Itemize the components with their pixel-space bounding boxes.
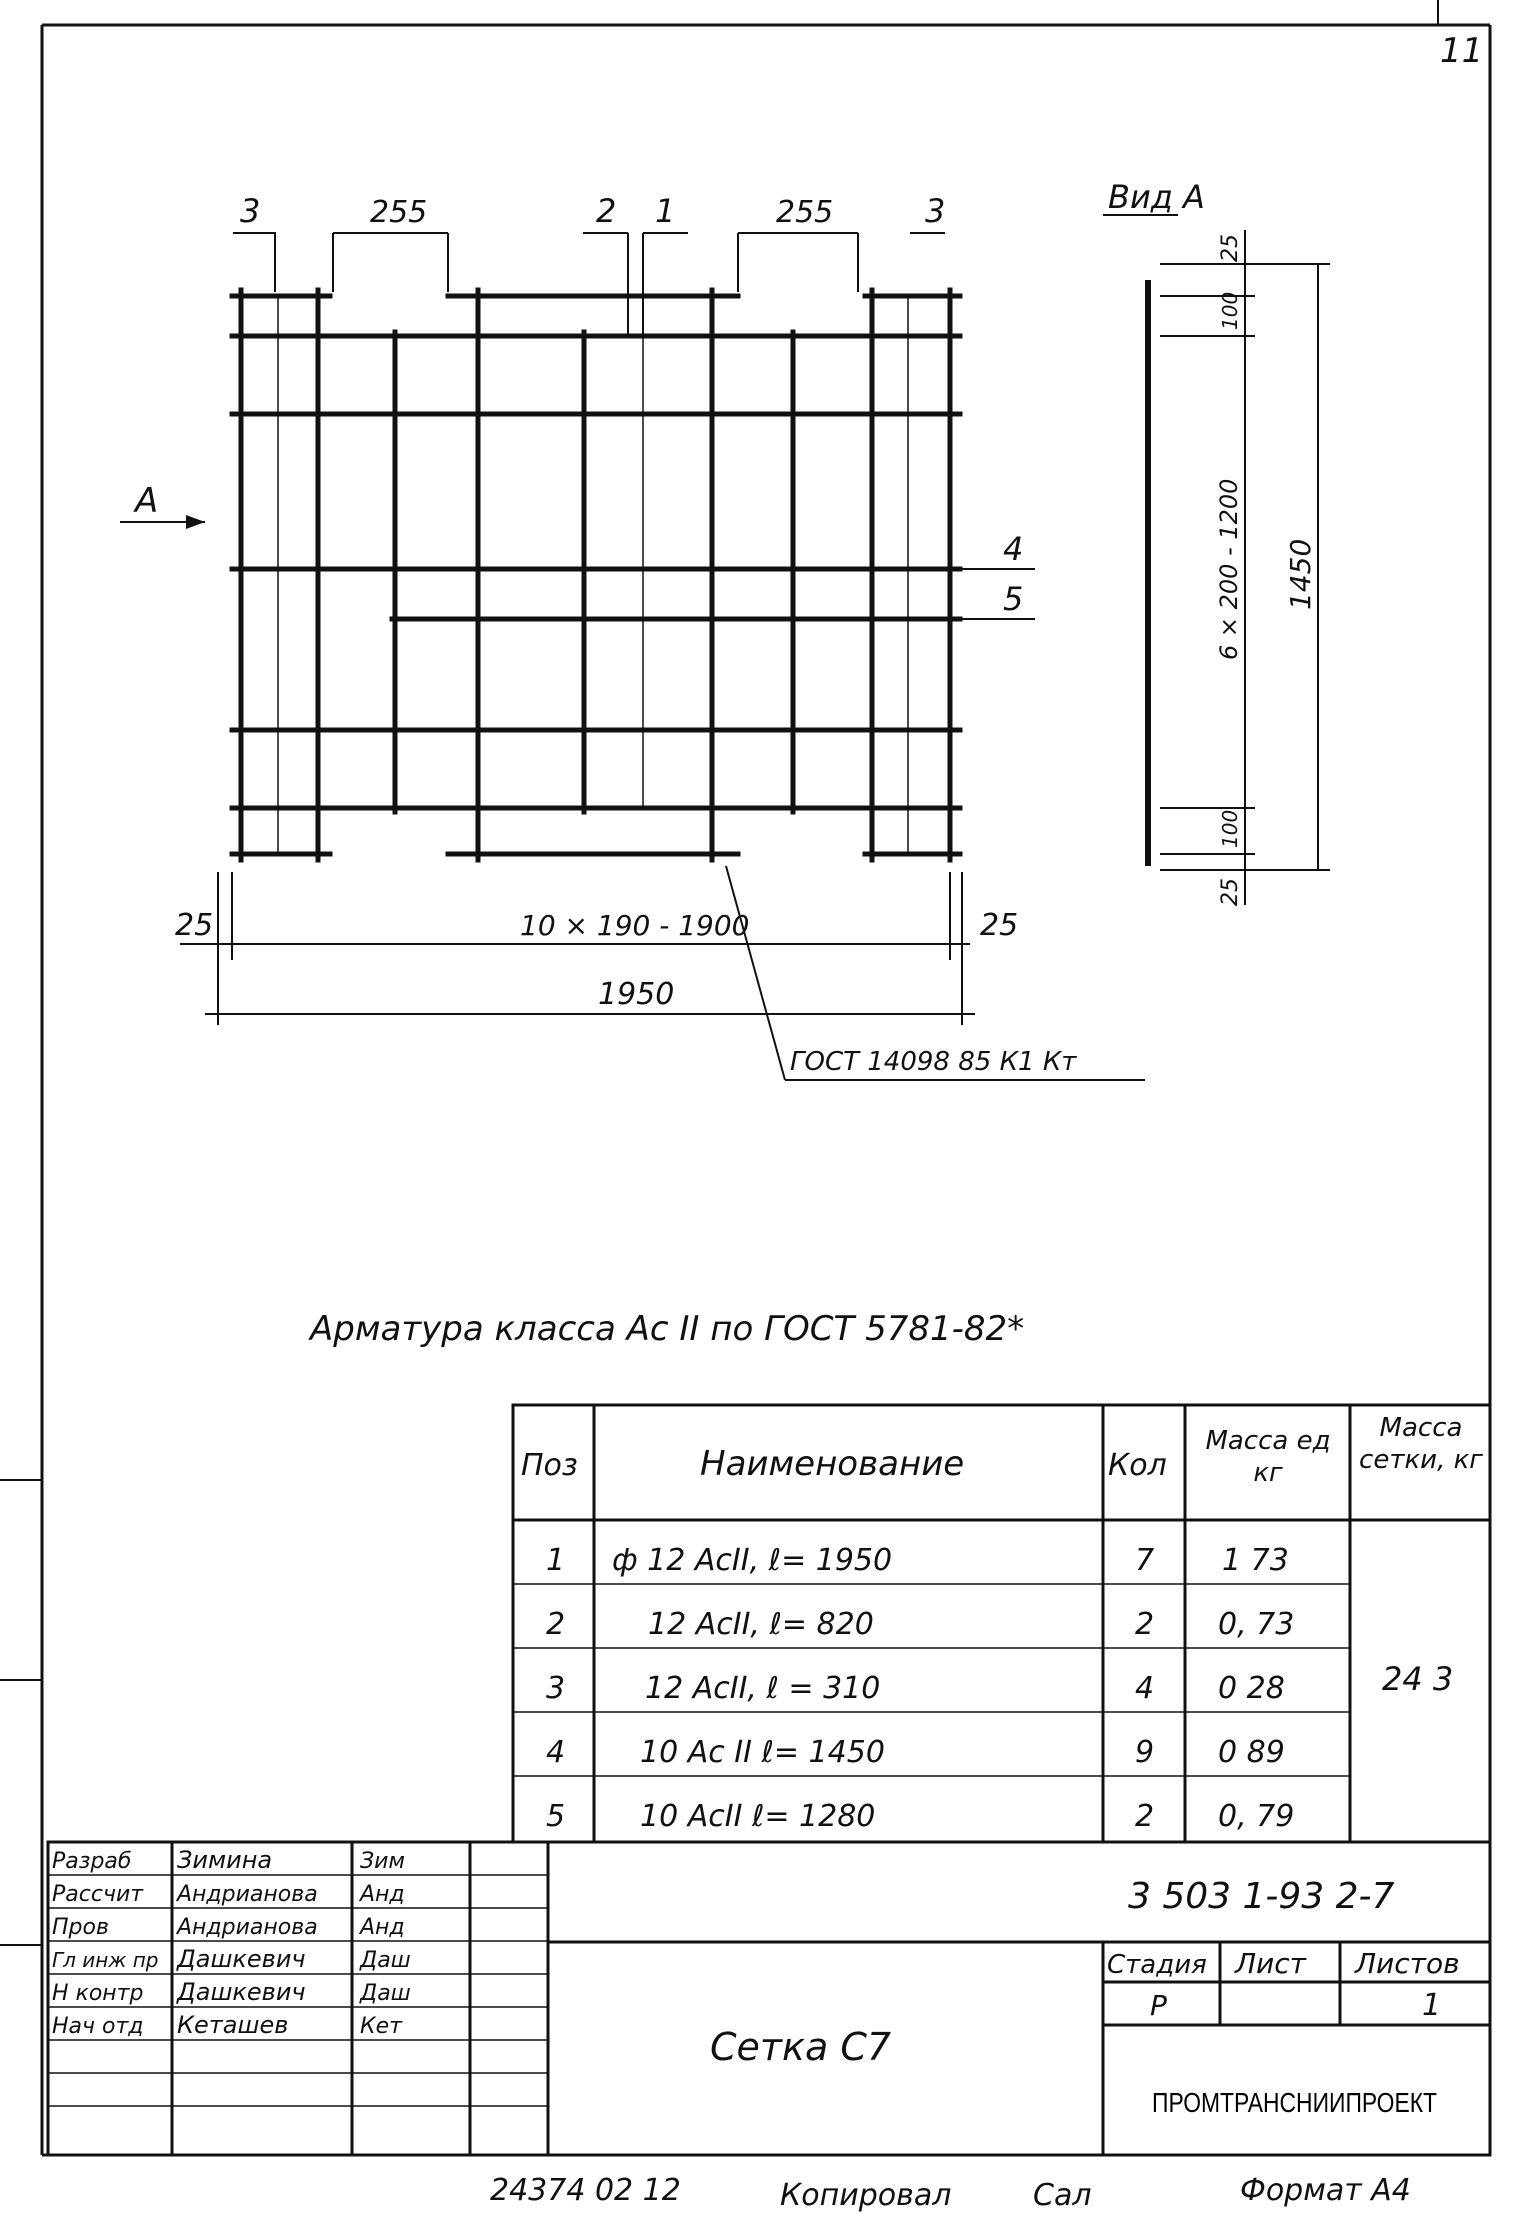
gost-note: ГОСТ 14098 85 К1 Кт: [790, 1047, 1077, 1077]
view-arrow-label: A: [135, 481, 159, 521]
side-view-title: Вид А: [1108, 178, 1205, 216]
side-dim-spacing: 6 × 200 - 1200: [1215, 478, 1243, 660]
cell-name: 12 АсII, ℓ = 310: [645, 1671, 881, 1706]
dim-top-255-right: 255: [776, 195, 834, 230]
sheets-value: 1: [1422, 1988, 1442, 2023]
signature: Анд: [360, 1915, 405, 1940]
inventory-number: 24374 02 12: [490, 2173, 681, 2208]
signature: Кет: [360, 2014, 402, 2039]
person-name: Зимина: [177, 1846, 273, 1874]
dim-top-1: 1: [655, 192, 676, 230]
stage-label: Стадия: [1107, 1950, 1207, 1980]
th-name: Наименование: [700, 1444, 965, 1484]
cell-pos: 5: [546, 1799, 566, 1834]
cell-pos: 2: [546, 1607, 566, 1642]
cell-name: 10 Ас II ℓ= 1450: [640, 1735, 885, 1770]
cell-mass: 0, 79: [1218, 1799, 1295, 1834]
side-dim-100-bottom: 100: [1218, 809, 1242, 848]
top-dimensions: [233, 233, 945, 336]
person-name: Андрианова: [177, 1882, 318, 1907]
reinforcement-note: Арматура класса Ас II по ГОСТ 5781-82*: [310, 1309, 1025, 1349]
side-dim-25-top: 25: [1218, 234, 1243, 262]
list-item: [52, 2011, 403, 2039]
organization-stamp: ПРОМТРАНСНИИПРОЕКТ: [1152, 2087, 1437, 2118]
th-pos: Поз: [521, 1448, 578, 1483]
cell-qty: 2: [1135, 1799, 1155, 1834]
cell-qty: 9: [1135, 1735, 1155, 1770]
sheets-label: Листов: [1355, 1947, 1460, 1980]
format-label: Формат А4: [1240, 2173, 1411, 2208]
cell-qty: 4: [1135, 1671, 1155, 1706]
role-label: Рассчит: [52, 1882, 144, 1907]
dim-top-3-right: 3: [925, 192, 946, 230]
dim-right-25: 25: [980, 908, 1019, 943]
drawing-name: Сетка С7: [710, 2025, 892, 2069]
callout-4: 4: [1003, 530, 1024, 568]
copied-signature: Сал: [1033, 2178, 1092, 2213]
stage-value: Р: [1150, 1989, 1167, 2022]
signature: Даш: [360, 1948, 411, 1973]
dim-left-25: 25: [175, 908, 214, 943]
callout-5: 5: [1003, 580, 1024, 618]
copied-label: Копировал: [780, 2178, 952, 2213]
th-qty: Кол: [1108, 1448, 1167, 1483]
cell-mass: 0 28: [1218, 1671, 1285, 1706]
role-label: Нач отд: [52, 2014, 144, 2039]
cell-mass: 1 73: [1222, 1543, 1289, 1578]
table-row: [546, 1543, 1289, 1578]
list-item: [52, 1945, 411, 1973]
cell-qty: 2: [1135, 1607, 1155, 1642]
side-dim-25-bottom: 25: [1218, 878, 1243, 906]
cell-name: ф 12 АсII, ℓ= 1950: [612, 1543, 893, 1578]
side-dim-100-top: 100: [1218, 291, 1242, 330]
dim-top-3-left: 3: [240, 192, 261, 230]
sheet-number: 11: [1440, 31, 1484, 71]
th-mesh-mass: Масса сетки, кг: [1359, 1413, 1483, 1475]
document-code: 3 503 1-93 2-7: [1128, 1876, 1395, 1917]
cell-pos: 3: [546, 1671, 566, 1706]
cell-qty: 7: [1135, 1543, 1155, 1578]
role-label: Н контр: [52, 1981, 144, 2006]
table-row: [546, 1671, 1285, 1706]
cell-name: 12 АсII, ℓ= 820: [648, 1607, 874, 1642]
cell-pos: 1: [546, 1543, 566, 1578]
dim-total-width: 1950: [598, 977, 675, 1012]
mesh-mass-value: 24 3: [1382, 1660, 1454, 1698]
sheet-label: Лист: [1235, 1947, 1306, 1980]
cell-mass: 0, 73: [1218, 1607, 1295, 1642]
role-label: Гл инж пр: [52, 1948, 159, 1972]
table-row: [546, 1799, 1294, 1834]
cell-mass: 0 89: [1218, 1735, 1285, 1770]
table-row: [546, 1607, 1294, 1642]
signature: Анд: [360, 1882, 405, 1907]
spec-rows: [546, 1543, 1294, 1834]
dim-top-2: 2: [596, 192, 617, 230]
th-unit-mass: Масса ед кг: [1205, 1426, 1331, 1488]
dim-spacing: 10 × 190 - 1900: [520, 909, 750, 942]
cell-pos: 4: [546, 1735, 566, 1770]
signature: Даш: [360, 1981, 411, 2006]
cell-name: 10 АсII ℓ= 1280: [640, 1799, 876, 1834]
list-item: [52, 1978, 411, 2006]
dim-top-255-left: 255: [370, 195, 428, 230]
role-label: Пров: [52, 1915, 109, 1940]
person-name: Андрианова: [177, 1915, 318, 1940]
view-arrow: [120, 515, 205, 529]
mesh-drawing: [232, 290, 960, 860]
table-row: [546, 1735, 1285, 1770]
role-label: Разраб: [52, 1849, 132, 1874]
person-name: Кеташев: [177, 2011, 289, 2039]
side-dim-total: 1450: [1284, 538, 1317, 610]
person-name: Дашкевич: [177, 1945, 306, 1973]
callout-leaders: [960, 569, 1035, 619]
person-name: Дашкевич: [177, 1978, 306, 2006]
signature: Зим: [360, 1849, 405, 1874]
